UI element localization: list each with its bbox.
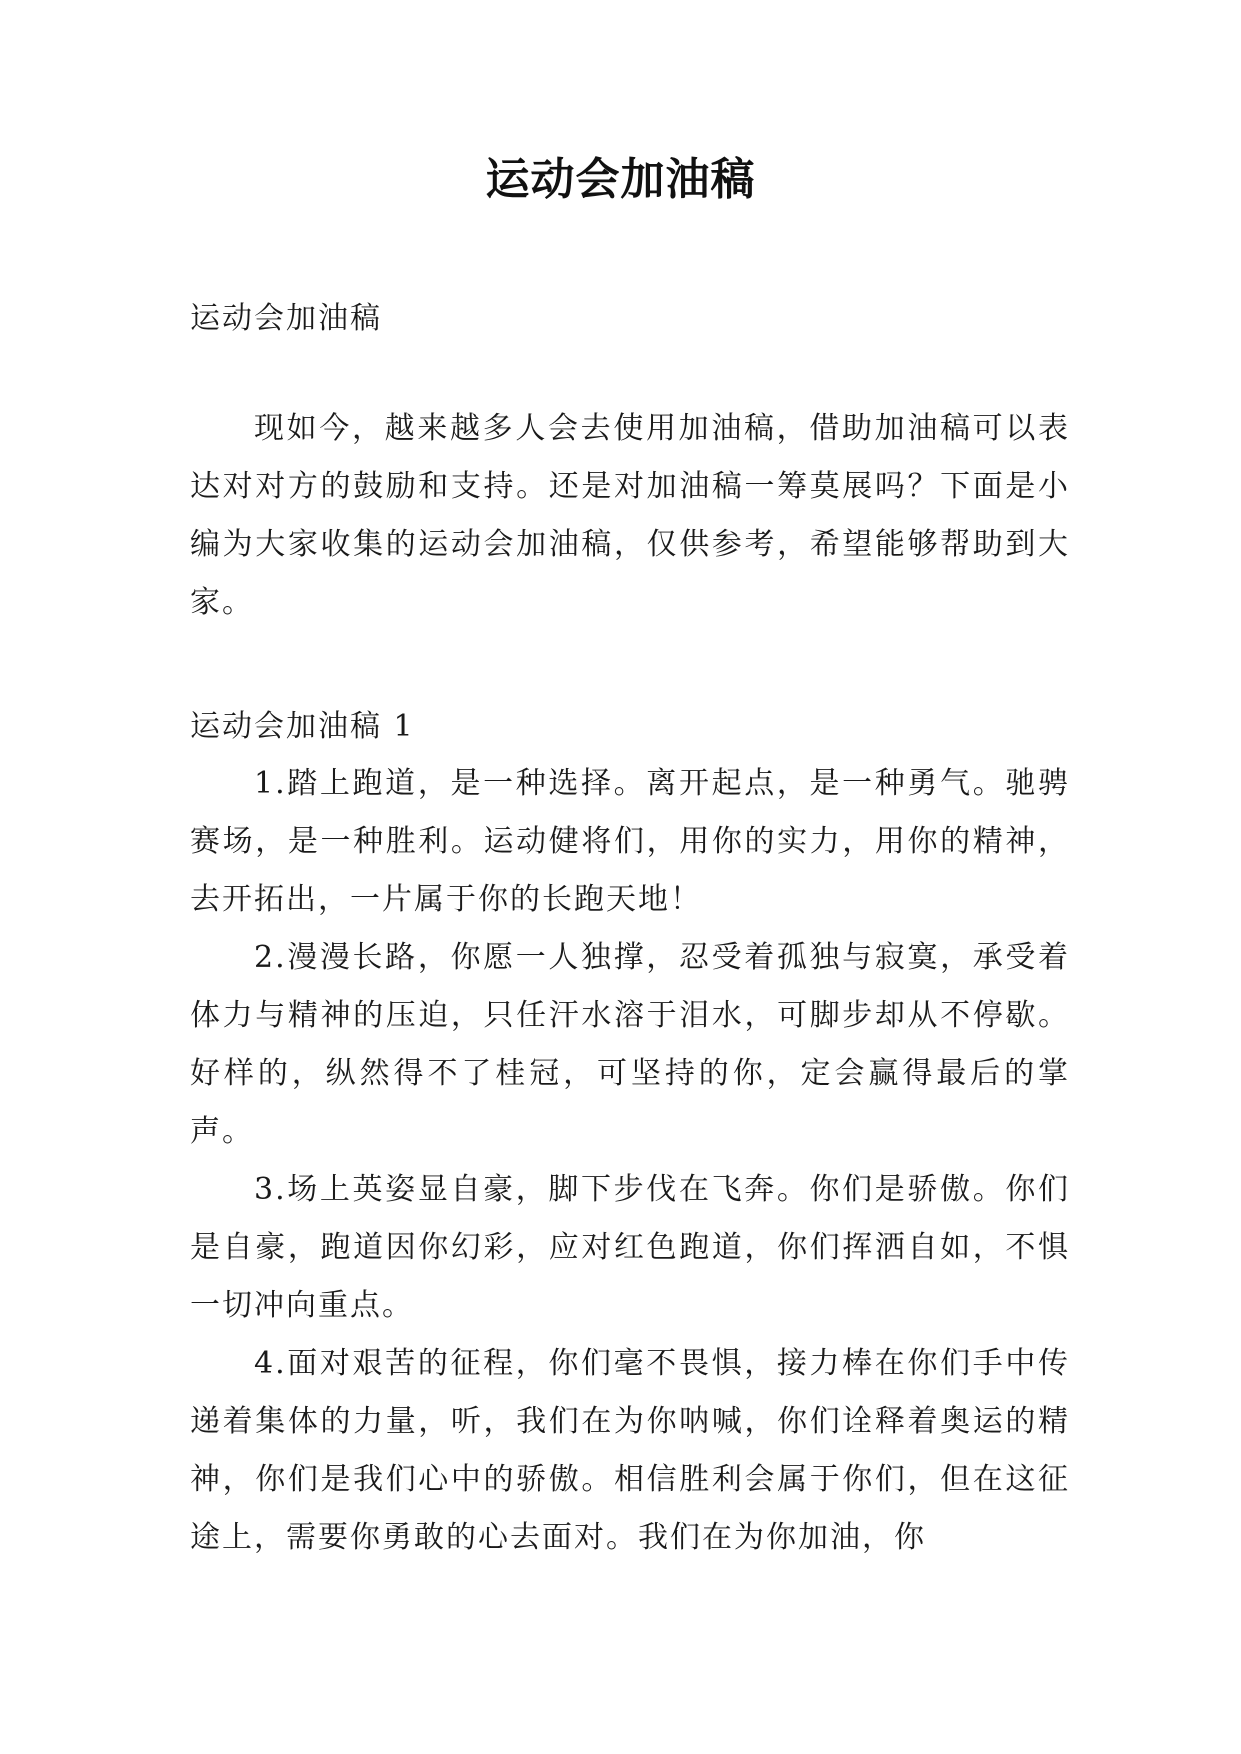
document-subtitle: 运动会加油稿 xyxy=(190,301,382,336)
section-heading: 运动会加油稿 1 xyxy=(190,709,415,744)
list-item: 4.面对艰苦的征程，你们毫不畏惧，接力棒在你们手中传递着集体的力量，听，我们在为你呐喊，你们诠释着奥运的精神，你们是我们心中的骄傲。相信胜利会属于你们，但在这征途上，需要你勇敢的心去面对。我们在为你加油，你 xyxy=(190,1346,1070,1555)
list-item: 2.漫漫长路，你愿一人独撑，忍受着孤独与寂寞，承受着体力与精神的压迫，只任汗水溶于泪水，可脚步却从不停歇。好样的，纵然得不了桂冠，可坚持的你，定会赢得最后的掌声。 xyxy=(190,940,1070,1149)
intro-paragraph: 现如今，越来越多人会去使用加油稿，借助加油稿可以表达对对方的鼓励和支持。还是对加油稿一筹莫展吗？下面是小编为大家收集的运动会加油稿，仅供参考，希望能够帮助到大家。 xyxy=(190,411,1070,620)
document-title: 运动会加油稿 xyxy=(485,154,756,205)
cheer-items-list xyxy=(190,755,1070,1567)
list-item: 1.踏上跑道，是一种选择。离开起点，是一种勇气。驰骋赛场，是一种胜利。运动健将们，用你的实力，用你的精神，去开拓出，一片属于你的长跑天地！ xyxy=(190,766,1070,917)
list-item: 3.场上英姿显自豪，脚下步伐在飞奔。你们是骄傲。你们是自豪，跑道因你幻彩，应对红色跑道，你们挥洒自如，不惧一切冲向重点。 xyxy=(190,1172,1070,1323)
